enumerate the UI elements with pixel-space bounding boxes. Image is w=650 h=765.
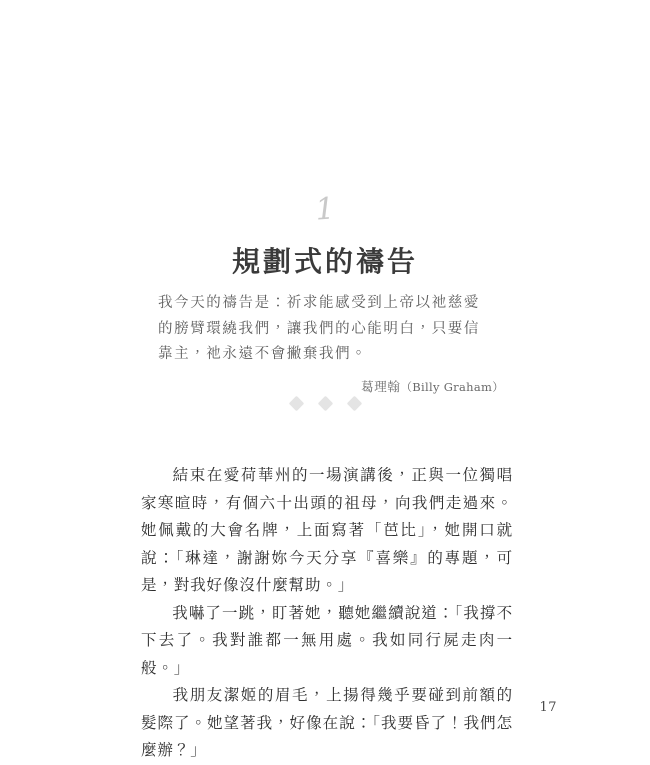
attribution-name: 葛理翰 xyxy=(361,378,401,394)
paragraph xyxy=(141,682,513,765)
paragraph xyxy=(141,462,513,600)
diamond-icon xyxy=(317,396,333,412)
epigraph-line: 我今天的禱告是：祈求能感受到上帝以祂慈愛 xyxy=(158,295,480,311)
ornament-divider xyxy=(0,398,650,409)
chapter-number: 1 xyxy=(314,191,336,228)
paragraph-text: 我嚇了一跳，盯著她，聽她繼續說道：「我撐不下去了。我對誰都一無用處。我如同行屍走肉一般。」 xyxy=(141,603,513,677)
paragraph xyxy=(141,600,513,683)
diamond-icon xyxy=(288,396,304,412)
paragraph-text: 結束在愛荷華州的一場演講後，正與一位獨唱家寒暄時，有個六十出頭的祖母，向我們走過來。她佩戴的大會名牌，上面寫著「芭比」，她開口就說：「琳達，謝謝妳今天分享『喜樂』的專題，可是，對我好像沒什麼幫助。」 xyxy=(141,466,513,594)
epigraph-attribution xyxy=(158,377,506,395)
epigraph-block xyxy=(158,291,506,395)
attribution-latin-name: （Billy Graham） xyxy=(400,379,504,394)
paragraph-text: 我朋友潔姬的眉毛，上揚得幾乎要碰到前額的髮際了。她望著我，好像在說：「我要昏了！我們怎麼辦？」 xyxy=(141,686,513,759)
chapter-title: 規劃式的禱告 xyxy=(231,245,418,278)
epigraph-line: 的膀臂環繞我們，讓我們的心能明白，只要信 xyxy=(158,320,480,337)
epigraph-line: 靠主，祂永遠不會撇棄我們。 xyxy=(158,346,368,362)
page-number: 17 xyxy=(539,700,557,715)
body-text xyxy=(141,462,513,765)
diamond-icon xyxy=(346,396,362,412)
